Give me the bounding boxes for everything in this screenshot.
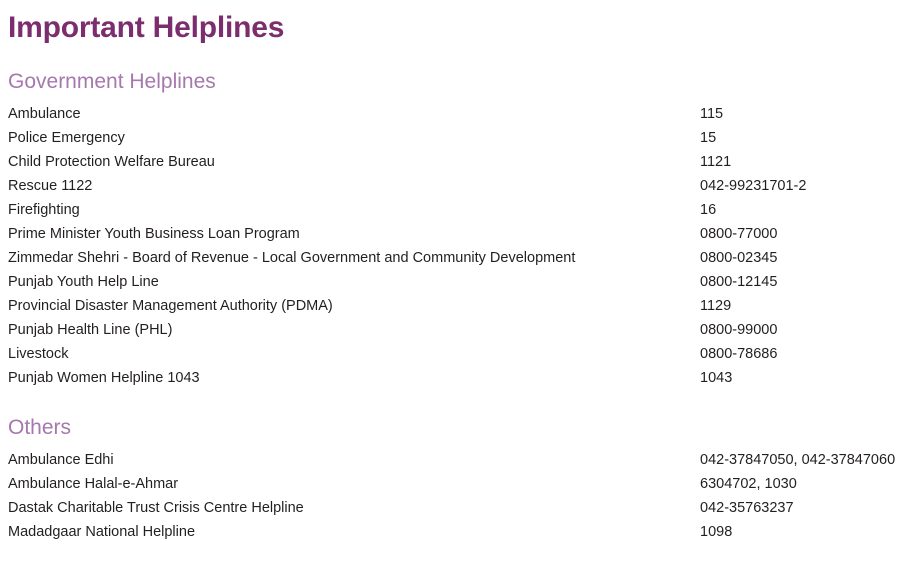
government-helplines-list [8,102,906,390]
helpline-name: Child Protection Welfare Bureau [8,154,215,170]
list-item [8,126,906,150]
helpline-name: Firefighting [8,202,80,218]
list-item [8,246,906,270]
helpline-number: 0800-78686 [700,346,778,362]
helpline-number: 0800-12145 [700,274,778,290]
helpline-name: Prime Minister Youth Business Loan Program [8,226,300,242]
helpline-number: 1043 [700,370,733,386]
list-item [8,318,906,342]
helpline-number: 1121 [700,154,732,170]
helpline-name: Punjab Youth Help Line [8,274,159,290]
helpline-number: 042-35763237 [700,500,794,516]
helpline-number: 042-37847050, 042-37847060 [700,452,896,468]
helpline-name: Ambulance Halal-e-Ahmar [8,476,179,492]
helpline-number: 0800-99000 [700,322,778,338]
others-helplines-list [8,448,906,544]
helpline-number: 1098 [700,524,733,540]
helpline-name: Punjab Health Line (PHL) [8,322,173,338]
helpline-name: Rescue 1122 [8,178,93,194]
list-item [8,366,906,390]
list-item [8,342,906,366]
list-item [8,270,906,294]
helpline-name: Livestock [8,346,69,362]
section-heading-government-helplines: Government Helplines [8,70,216,93]
document-page [0,8,906,544]
helpline-name: Police Emergency [8,130,125,146]
list-item [8,496,906,520]
helpline-name: Dastak Charitable Trust Crisis Centre Helpline [8,500,304,516]
helpline-name: Ambulance Edhi [8,452,114,468]
helpline-number: 16 [700,202,717,218]
helpline-number: 115 [700,106,724,122]
helpline-number: 6304702, 1030 [700,476,797,492]
list-item [8,294,906,318]
page-title: Important Helplines [8,11,285,44]
section-heading-others: Others [8,416,72,439]
list-item [8,520,906,544]
list-item [8,150,906,174]
list-item [8,448,906,472]
helpline-name: Zimmedar Shehri - Board of Revenue - Local Government and Community Development [8,250,576,266]
list-item [8,102,906,126]
list-item [8,472,906,496]
list-item [8,222,906,246]
helpline-number: 0800-77000 [700,226,778,242]
list-item [8,198,906,222]
helpline-name: Ambulance [8,106,81,122]
helpline-name: Madadgaar National Helpline [8,524,196,540]
helpline-number: 042-99231701-2 [700,178,807,194]
helpline-number: 1129 [700,298,732,314]
list-item [8,174,906,198]
helpline-name: Provincial Disaster Management Authority (PDMA) [8,298,333,314]
helpline-number: 0800-02345 [700,250,778,266]
helpline-name: Punjab Women Helpline 1043 [8,370,200,386]
helpline-number: 15 [700,130,717,146]
